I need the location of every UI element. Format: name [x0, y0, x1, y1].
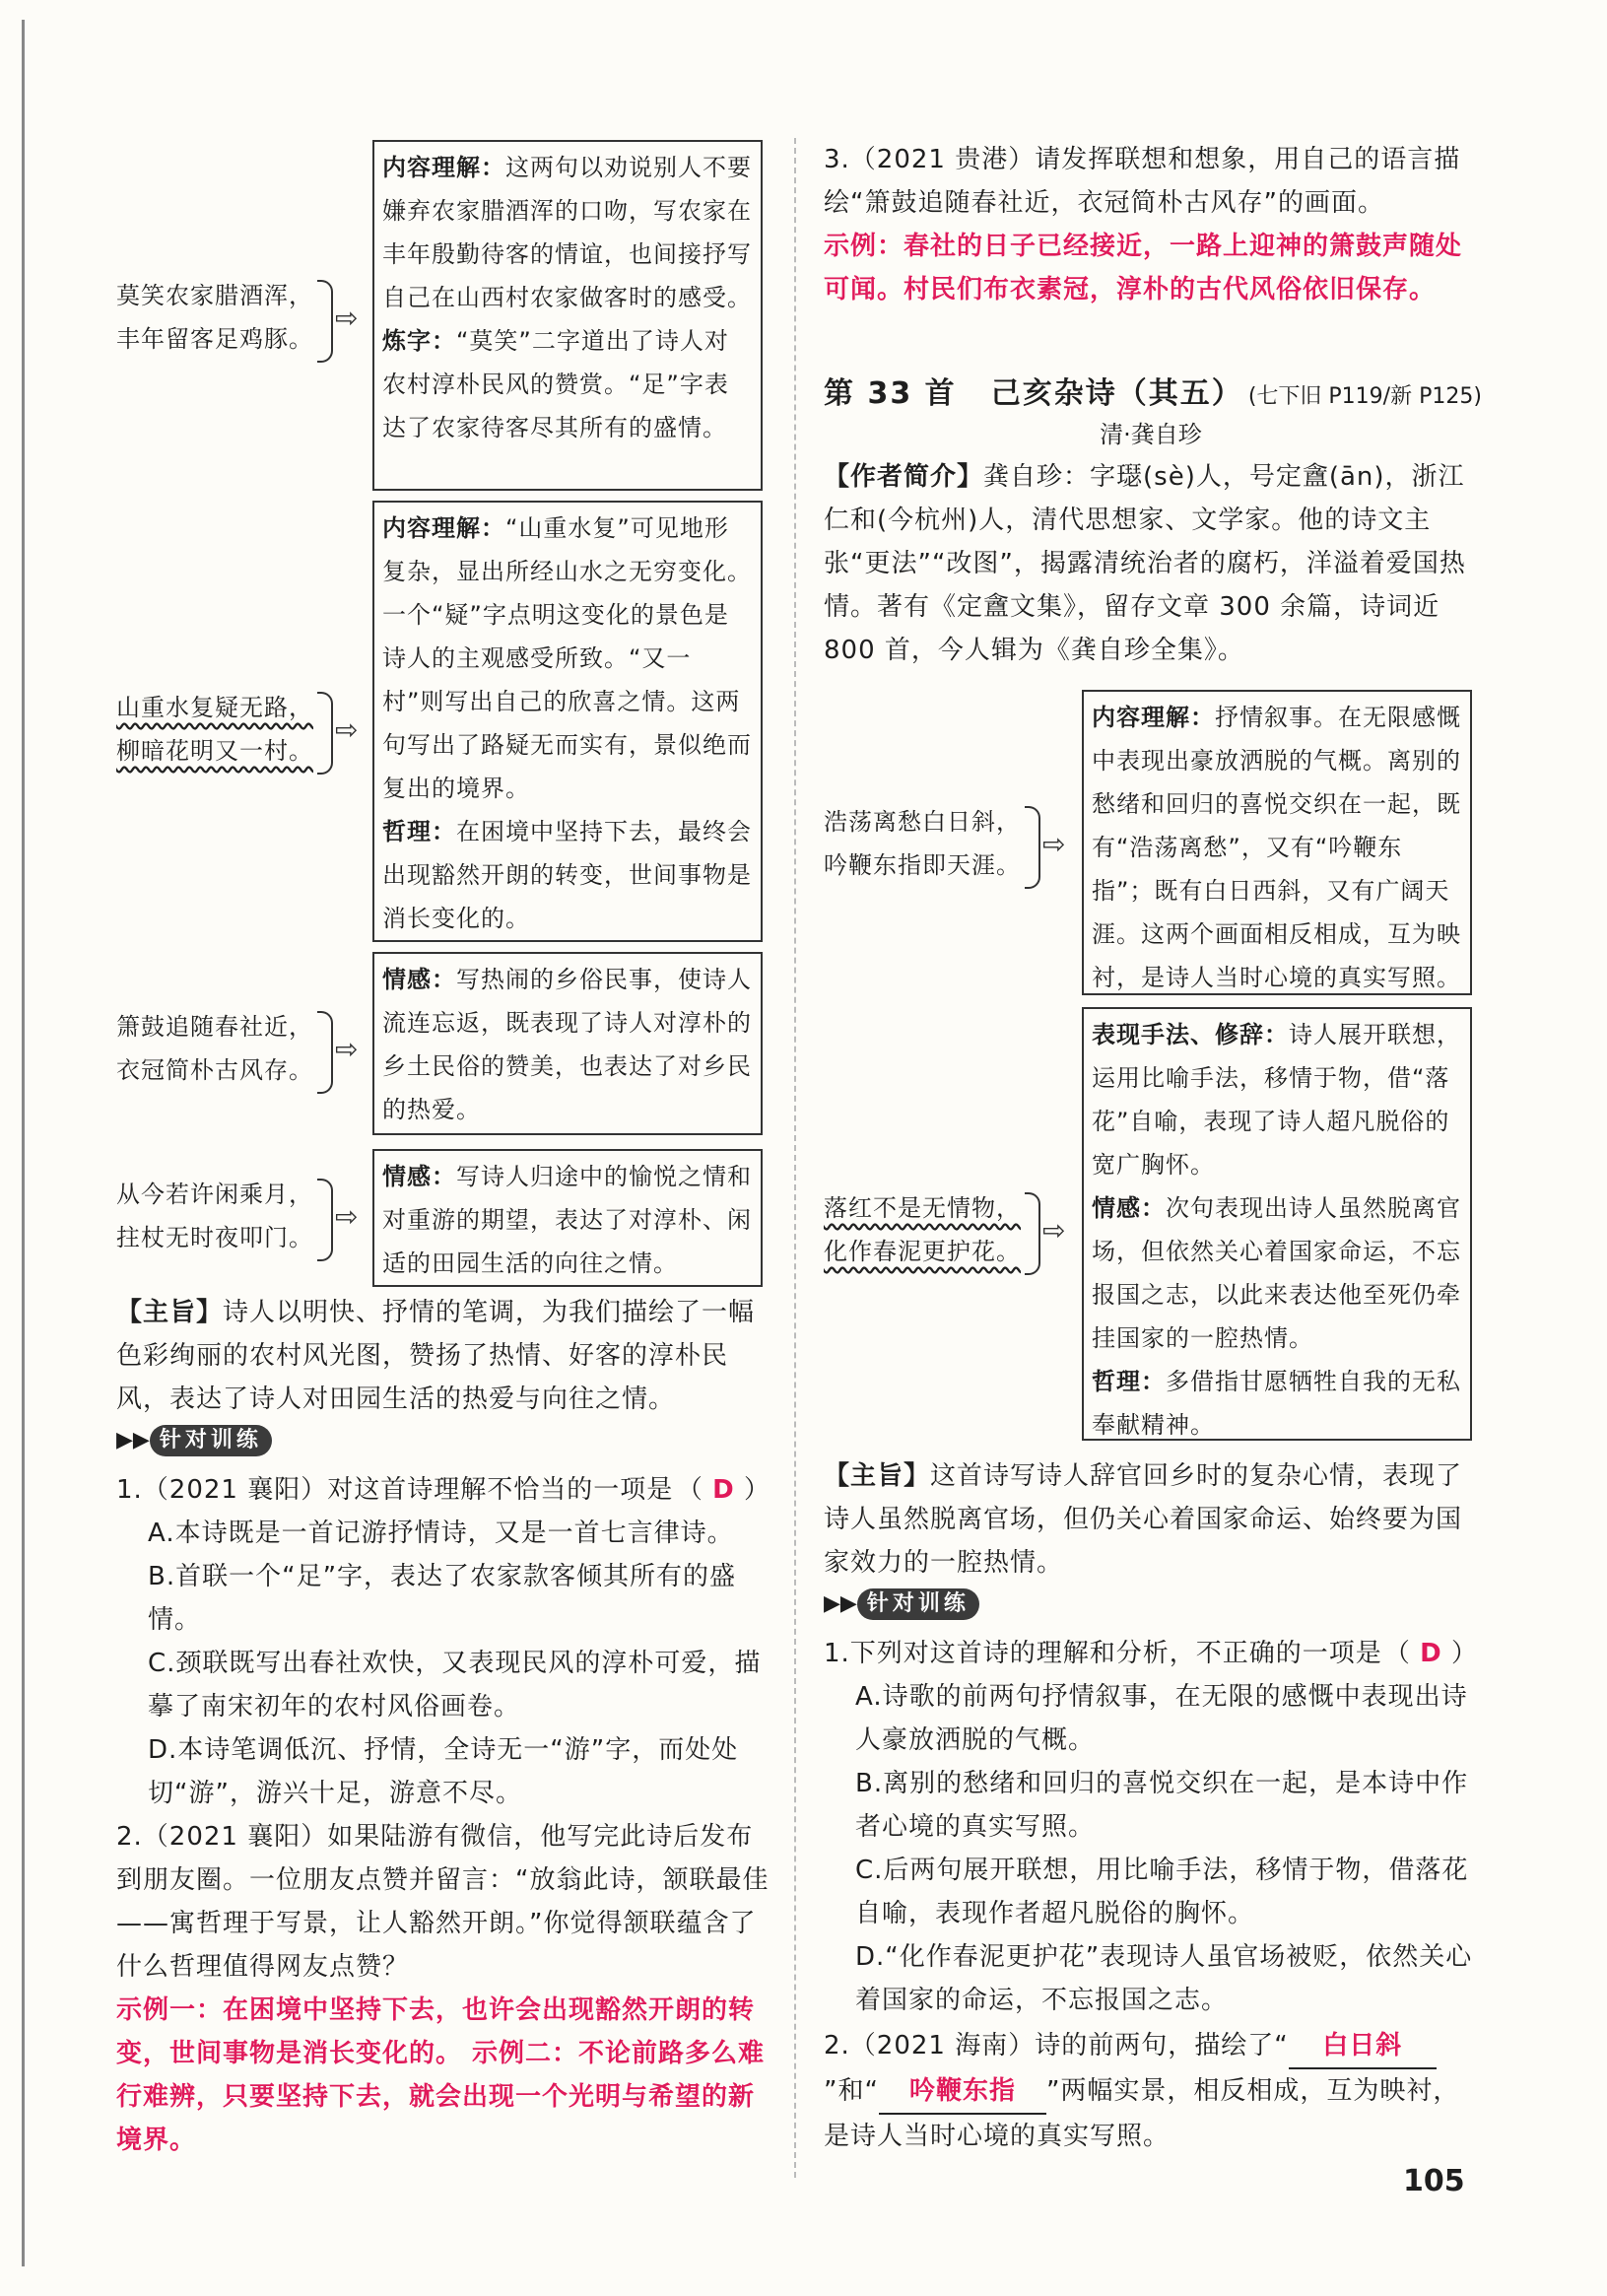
box-paragraph [382, 958, 753, 1131]
theme-text: 诗人以明快、抒情的笔调，为我们描绘了一幅色彩绚丽的农村风光图，赞扬了热情、好客的淳朴民风，表达了诗人对田园生活的热爱与向往之情。 [116, 1298, 756, 1414]
verse-line: 莫笑农家腊酒浑， [116, 282, 313, 309]
verse-line: 化作春泥更护花。 [824, 1238, 1021, 1265]
verse-line: 柳暗花明又一村。 [116, 737, 313, 765]
arrow-icon: ⇨ [335, 302, 359, 334]
stem-text: 2.（2021 海南）诗的前两句，描绘了“ [824, 2031, 1289, 2060]
question-1 [116, 1468, 770, 1815]
option: B.首联一个“足”字，表达了农家款客倾其所有的盛情。 [148, 1562, 737, 1635]
box-text: 抒情叙事。在无限感慨中表现出豪放洒脱的气概。离别的愁绪和回归的喜悦交织在一起，既有“浩荡离愁”，又有“吟鞭东指”；既有白日西斜，又有广阔天涯。这两个画面相反相成，互为映衬，是诗人当时心境的真实写照。 [1092, 704, 1461, 991]
arrow-icon: ⇨ [335, 713, 359, 746]
brace [317, 692, 333, 775]
brace [1025, 1192, 1040, 1275]
question-2 [116, 1815, 770, 2162]
box-paragraph [382, 1155, 753, 1285]
box-label: 哲理： [382, 818, 456, 845]
brace [317, 1179, 333, 1261]
annotation-box-4 [372, 1149, 763, 1287]
box-text: 在困境中坚持下去，最终会出现豁然开朗的转变，世间事物是消长变化的。 [382, 818, 752, 932]
theme-label: 【主旨】 [824, 1461, 931, 1491]
question-stem [116, 1468, 770, 1512]
box-text: 诗人展开联想，运用比喻手法，移情于物，借“落花”自喻，表现了诗人超凡脱俗的宽广胸怀。 [1092, 1021, 1461, 1179]
box-paragraph [382, 146, 753, 319]
answer-value: D [1420, 1639, 1442, 1668]
theme-paragraph [116, 1291, 770, 1421]
box-paragraph [1092, 1013, 1462, 1186]
answer-text: 示例：春社的日子已经接近，一路上迎神的箫鼓声随处可闻。村民们布衣素冠，淳朴的古代风俗依旧保存。 [824, 232, 1463, 304]
box-paragraph [382, 319, 753, 449]
box-text: 写热闹的乡俗民事，使诗人流连忘返，既表现了诗人对淳朴的乡土民俗的赞美，也表达了对乡民的热爱。 [382, 966, 752, 1123]
author-label: 【作者简介】 [824, 462, 984, 492]
question-2-right [824, 2024, 1478, 2158]
training-title: 针对训练 [150, 1425, 272, 1456]
page-number: 105 [1403, 2164, 1465, 2198]
box-paragraph [1092, 1360, 1462, 1447]
brace [317, 280, 333, 363]
answer-blank: 吟鞭东指 [879, 2069, 1046, 2115]
box-text: 多借指甘愿牺牲自我的无私奉献精神。 [1092, 1368, 1461, 1439]
arrow-icon: ⇨ [1042, 1214, 1066, 1247]
verse-line: 丰年留客足鸡豚。 [116, 325, 313, 353]
question-1-right [824, 1632, 1478, 2022]
answer-paren: （ D ） [676, 1475, 770, 1505]
stem-text: 1.（2021 襄阳）对这首诗理解不恰当的一项是 [116, 1475, 674, 1505]
box-text: “莫笑”二字道出了诗人对农村淳朴民风的赞赏。“足”字表达了农家待客尽其所有的盛情。 [382, 327, 729, 441]
verse-pair-1 [116, 274, 313, 361]
training-header [116, 1425, 272, 1456]
box-label: 表现手法、修辞： [1092, 1021, 1289, 1048]
box-text: “山重水复”可见地形复杂，显出所经山水之无穷变化。一个“疑”字点明这变化的景色是诗人的主观感受所致。“又一村”则写出自己的欣喜之情。这两句写出了路疑无而实有，景似绝而复出的境界。 [382, 514, 752, 802]
answer-value: D [712, 1475, 735, 1505]
box-label: 情感： [382, 1163, 456, 1190]
box-paragraph [382, 506, 753, 810]
verse-line: 拄杖无时夜叩门。 [116, 1224, 313, 1251]
verse-line: 箫鼓追随春社近， [116, 1013, 313, 1041]
arrow-icon: ⇨ [1042, 828, 1066, 860]
column-divider [794, 138, 796, 2178]
theme-text: 这首诗写诗人辞官回乡时的复杂心情，表现了诗人虽然脱离官场，但仍关心着国家命运、始终要为国家效力的一腔热情。 [824, 1461, 1463, 1578]
author-intro [824, 455, 1478, 672]
answer-blank: 白日斜 [1289, 2024, 1437, 2069]
box-paragraph [1092, 1186, 1462, 1360]
poem-heading [824, 369, 1513, 412]
poem-title: 己亥杂诗（其五） [990, 376, 1243, 411]
poem-ref: (七下旧 P119/新 P125) [1247, 384, 1482, 409]
author-text: 龚自珍：字璱(sè)人，号定盦(ān)，浙江仁和(今杭州)人，清代思想家、文学家。他的诗文主张“更法”“改图”，揭露清统治者的腐朽，洋溢着爱国热情。著有《定盦文集》，留存文章 300 余篇，诗词近 800 首，今人辑为《龚自珍全集》。 [824, 462, 1466, 665]
option: D.本诗笔调低沉、抒情，全诗无一“游”字，而处处切“游”，游兴十足，游意不尽。 [148, 1735, 739, 1808]
training-title: 针对训练 [857, 1588, 979, 1620]
option: B.离别的愁绪和回归的喜悦交织在一起，是本诗中作者心境的真实写照。 [855, 1769, 1469, 1842]
question-stem: 2.（2021 襄阳）如果陆游有微信，他写完此诗后发布到朋友圈。一位朋友点赞并留言：“放翁此诗，颔联最佳——寓哲理于写景，让人豁然开朗。”你觉得颔联蕴含了什么哲理值得网友点赞？ [116, 1822, 770, 1982]
arrow-icon: ⇨ [335, 1200, 359, 1233]
verse-pair-3 [116, 1005, 313, 1092]
brace [1025, 806, 1040, 889]
annotation-box-5 [1082, 690, 1472, 995]
play-icon: ▶▶ [824, 1591, 857, 1616]
page-edge-line [22, 20, 25, 2266]
play-icon: ▶▶ [116, 1428, 150, 1452]
verse-line: 山重水复疑无路， [116, 694, 313, 721]
stem-text: ”两幅实景，相反相成，互为映衬，是诗人当时心境的真实写照。 [824, 2076, 1460, 2151]
verse-pair-6 [824, 1186, 1021, 1273]
box-label: 内容理解： [382, 154, 505, 181]
answer-paren: （ D ） [1383, 1639, 1478, 1668]
verse-line: 浩荡离愁白日斜， [824, 808, 1021, 836]
brace [317, 1011, 333, 1094]
box-paragraph [1092, 696, 1462, 999]
option: D.“化作春泥更护花”表现诗人虽官场被贬，依然关心着国家的命运，不忘报国之志。 [855, 1942, 1473, 2015]
box-label: 炼字： [382, 327, 456, 355]
box-label: 内容理解： [382, 514, 505, 542]
box-label: 哲理： [1092, 1368, 1166, 1395]
theme-label: 【主旨】 [116, 1298, 224, 1327]
answer-text: 示例一：在困境中坚持下去，也许会出现豁然开朗的转变，世间事物是消长变化的。 示例二：不论前路多么难行难辨，只要坚持下去，就会出现一个光明与希望的新境界。 [116, 1995, 766, 2155]
verse-line: 吟鞭东指即天涯。 [824, 851, 1021, 879]
box-label: 内容理解： [1092, 704, 1215, 731]
option: A.诗歌的前两句抒情叙事，在无限的感慨中表现出诗人豪放洒脱的气概。 [855, 1682, 1468, 1755]
stem-text: 1.下列对这首诗的理解和分析，不正确的一项是 [824, 1639, 1382, 1668]
verse-pair-5 [824, 800, 1021, 887]
box-text: 写诗人归途中的愉悦之情和对重游的期望，表达了对淳朴、闲适的田园生活的向往之情。 [382, 1163, 752, 1277]
poem-number: 第 33 首 [824, 376, 957, 411]
verse-line: 衣冠简朴古风存。 [116, 1056, 313, 1084]
arrow-icon: ⇨ [335, 1033, 359, 1065]
question-stem: 3.（2021 贵港）请发挥联想和想象，用自己的语言描绘“箫鼓追随春社近，衣冠简朴古风存”的画面。 [824, 145, 1461, 218]
annotation-box-6 [1082, 1007, 1472, 1441]
verse-line: 落红不是无情物， [824, 1194, 1021, 1222]
verse-line: 从今若许闲乘月， [116, 1181, 313, 1208]
box-label: 情感： [382, 966, 456, 993]
verse-pair-4 [116, 1173, 313, 1259]
annotation-box-1 [372, 140, 763, 491]
verse-pair-2 [116, 686, 313, 773]
annotation-box-2 [372, 501, 763, 942]
stem-text: ”和“ [824, 2076, 879, 2106]
question-stem [824, 1632, 1478, 1675]
box-text: 这两句以劝说别人不要嫌弃农家腊酒浑的口吻，写农家在丰年殷勤待客的情谊，也间接抒写自己在山西村农家做客时的感受。 [382, 154, 752, 311]
question-3 [824, 138, 1478, 311]
box-paragraph [382, 810, 753, 940]
training-header [824, 1588, 979, 1620]
option: A.本诗既是一首记游抒情诗，又是一首七言律诗。 [148, 1519, 734, 1548]
box-label: 情感： [1092, 1194, 1166, 1222]
option: C.后两句展开联想，用比喻手法，移情于物，借落花自喻，表现作者超凡脱俗的胸怀。 [855, 1856, 1469, 1928]
option: C.颈联既写出春社欢快，又表现民风的淳朴可爱，描摹了南宋初年的农村风俗画卷。 [148, 1649, 762, 1722]
theme-paragraph [824, 1454, 1478, 1585]
annotation-box-3 [372, 952, 763, 1135]
poem-author: 清·龚自珍 [1100, 421, 1202, 448]
box-text: 次句表现出诗人虽然脱离官场，但依然关心着国家命运，不忘报国之志，以此来表达他至死仍牵挂国家的一腔热情。 [1092, 1194, 1461, 1352]
